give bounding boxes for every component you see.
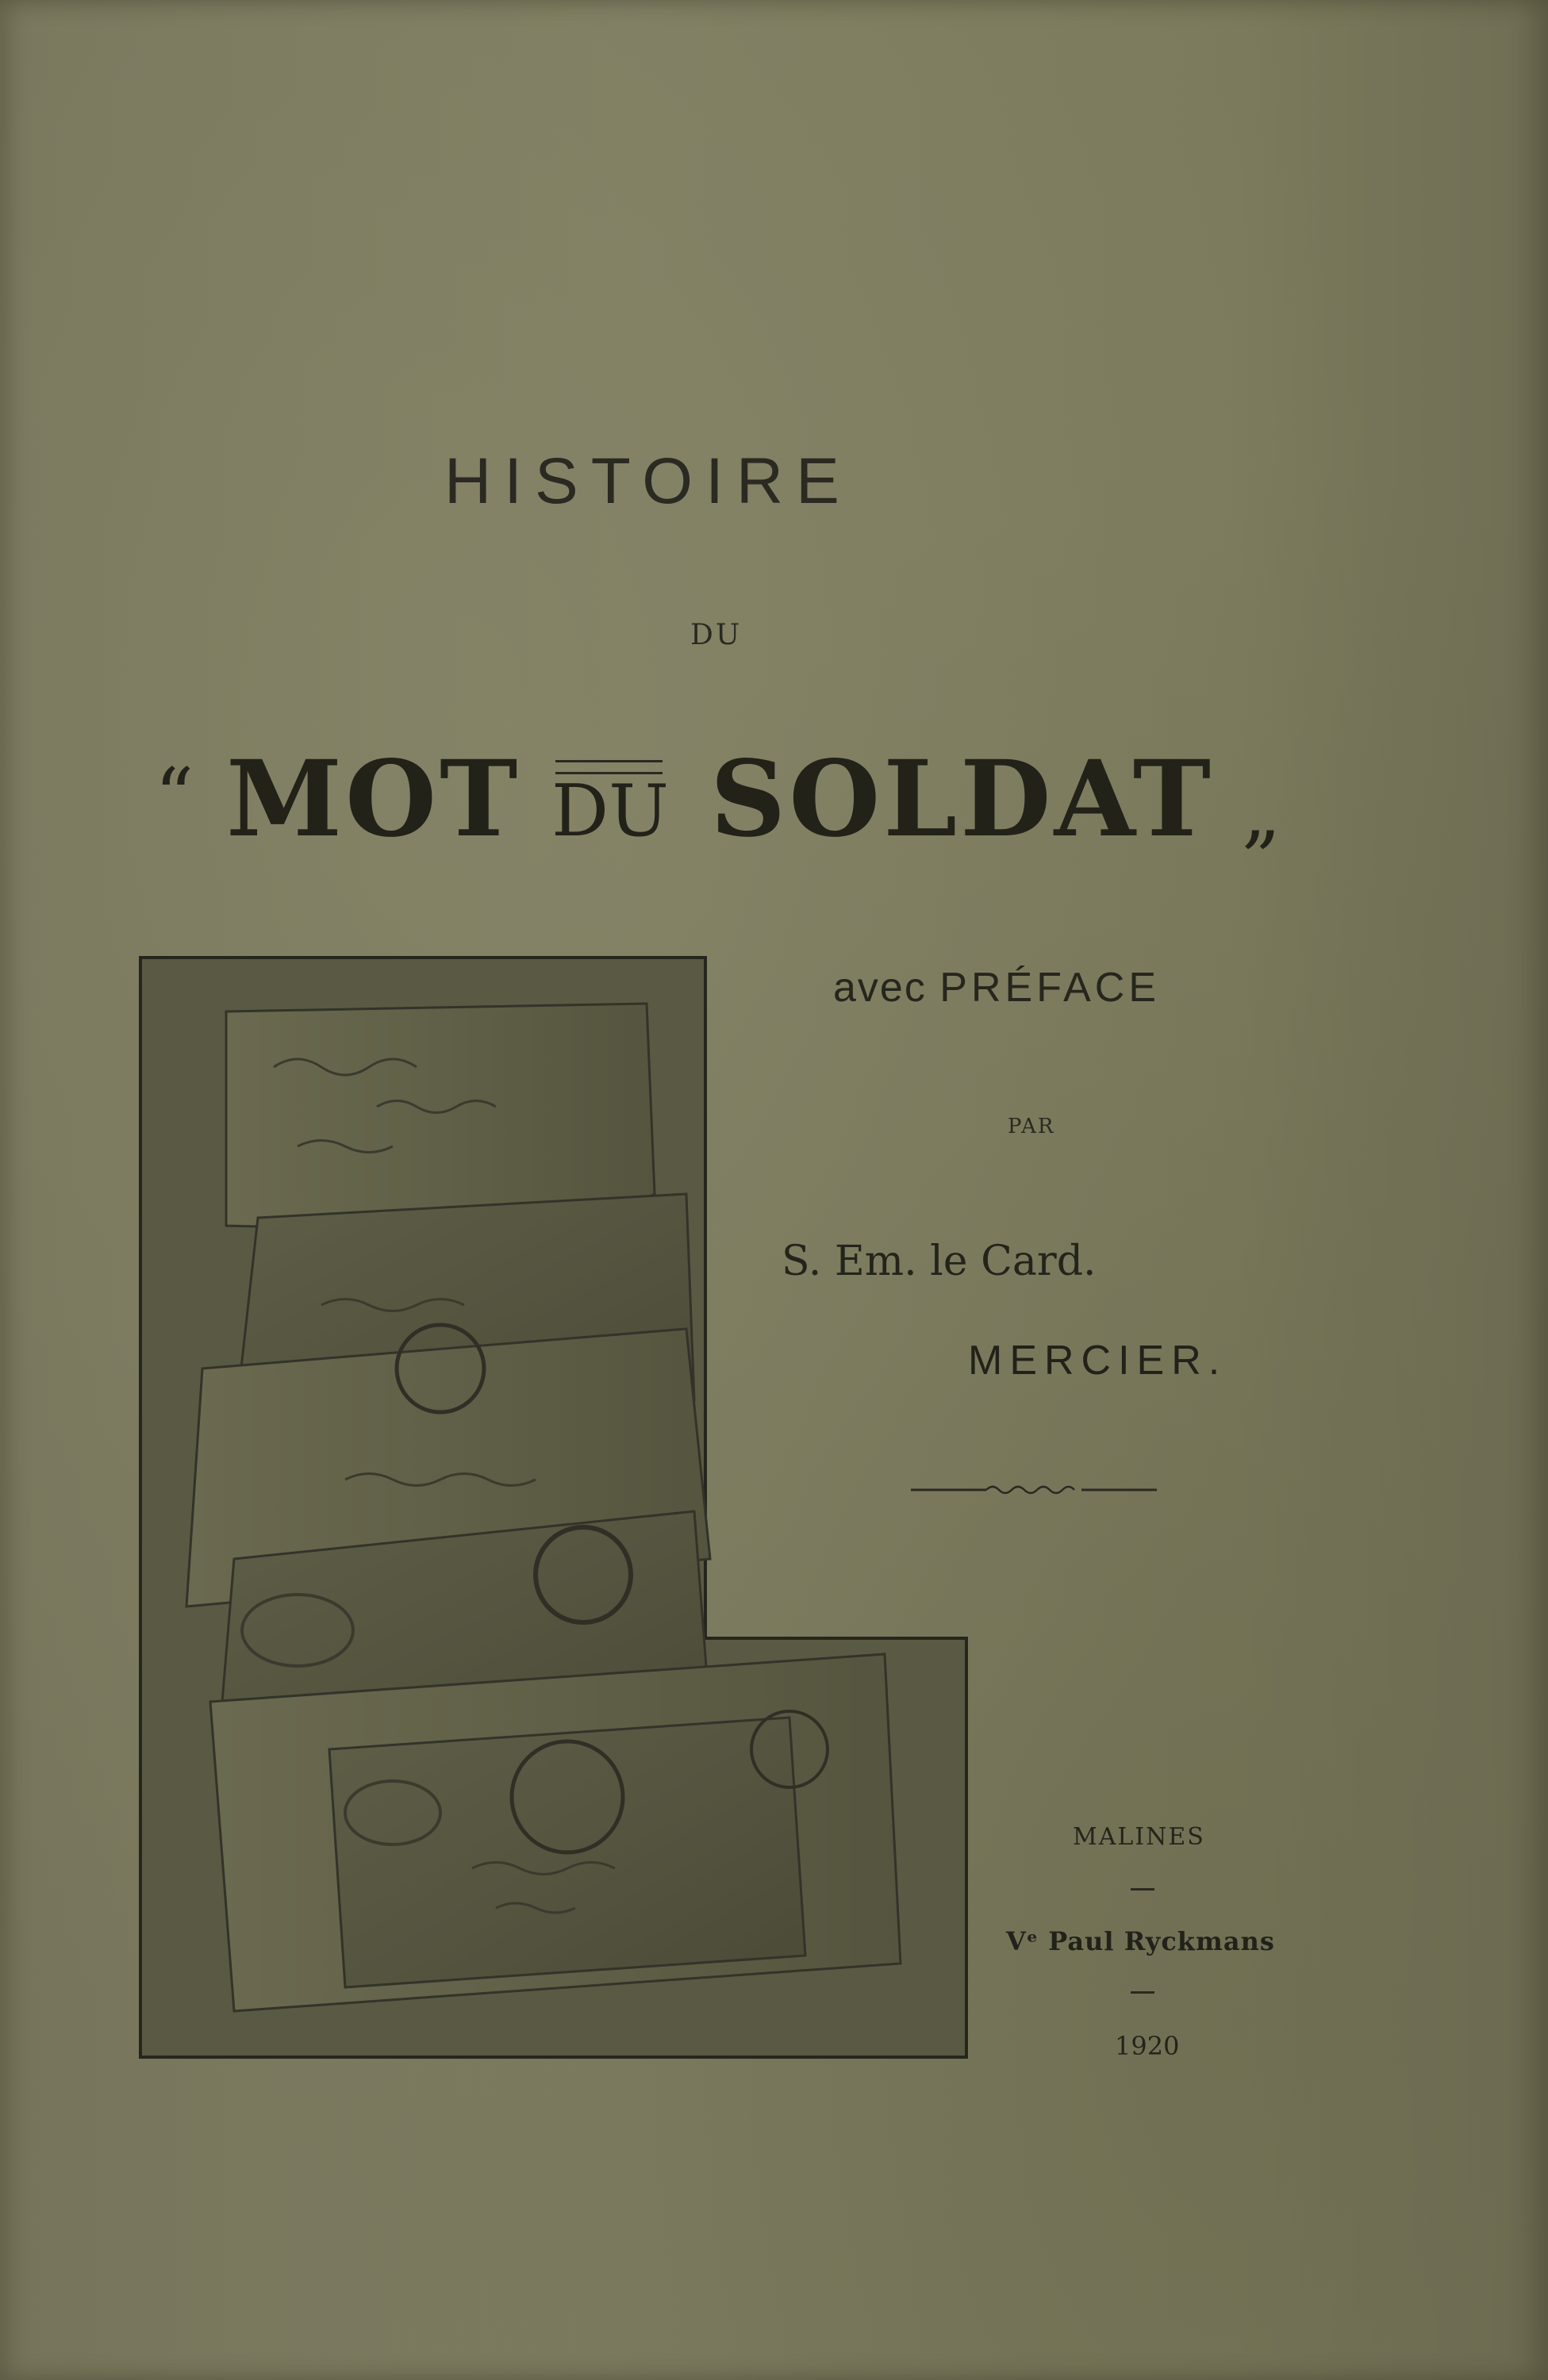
title-du: DU xyxy=(690,619,743,651)
author-name: MERCIER. xyxy=(968,1338,1227,1384)
envelope-stack-image xyxy=(139,956,968,2059)
main-title-mot: MOT xyxy=(226,738,521,861)
subtitle-avec: avec xyxy=(833,965,927,1011)
imprint-year: 1920 xyxy=(1115,2031,1180,2061)
imprint-city: MALINES xyxy=(1073,1823,1205,1851)
subtitle-preface: PRÉFACE xyxy=(939,965,1161,1011)
title-histoire: HISTOIRE xyxy=(444,445,852,517)
main-title-soldat: SOLDAT xyxy=(710,738,1215,861)
open-quote: “ xyxy=(155,752,194,841)
imprint-publisher: Vᵉ Paul Ryckmans xyxy=(1006,1926,1275,1956)
author-title: S. Em. le Card. xyxy=(782,1238,1097,1285)
par-label: PAR xyxy=(1008,1115,1055,1138)
main-title xyxy=(155,738,1305,861)
close-quote: „ xyxy=(1242,768,1281,857)
imprint-dash-1 xyxy=(1131,1888,1154,1891)
imprint-dash-2 xyxy=(1131,1991,1154,1994)
main-title-du: DU xyxy=(551,770,670,853)
